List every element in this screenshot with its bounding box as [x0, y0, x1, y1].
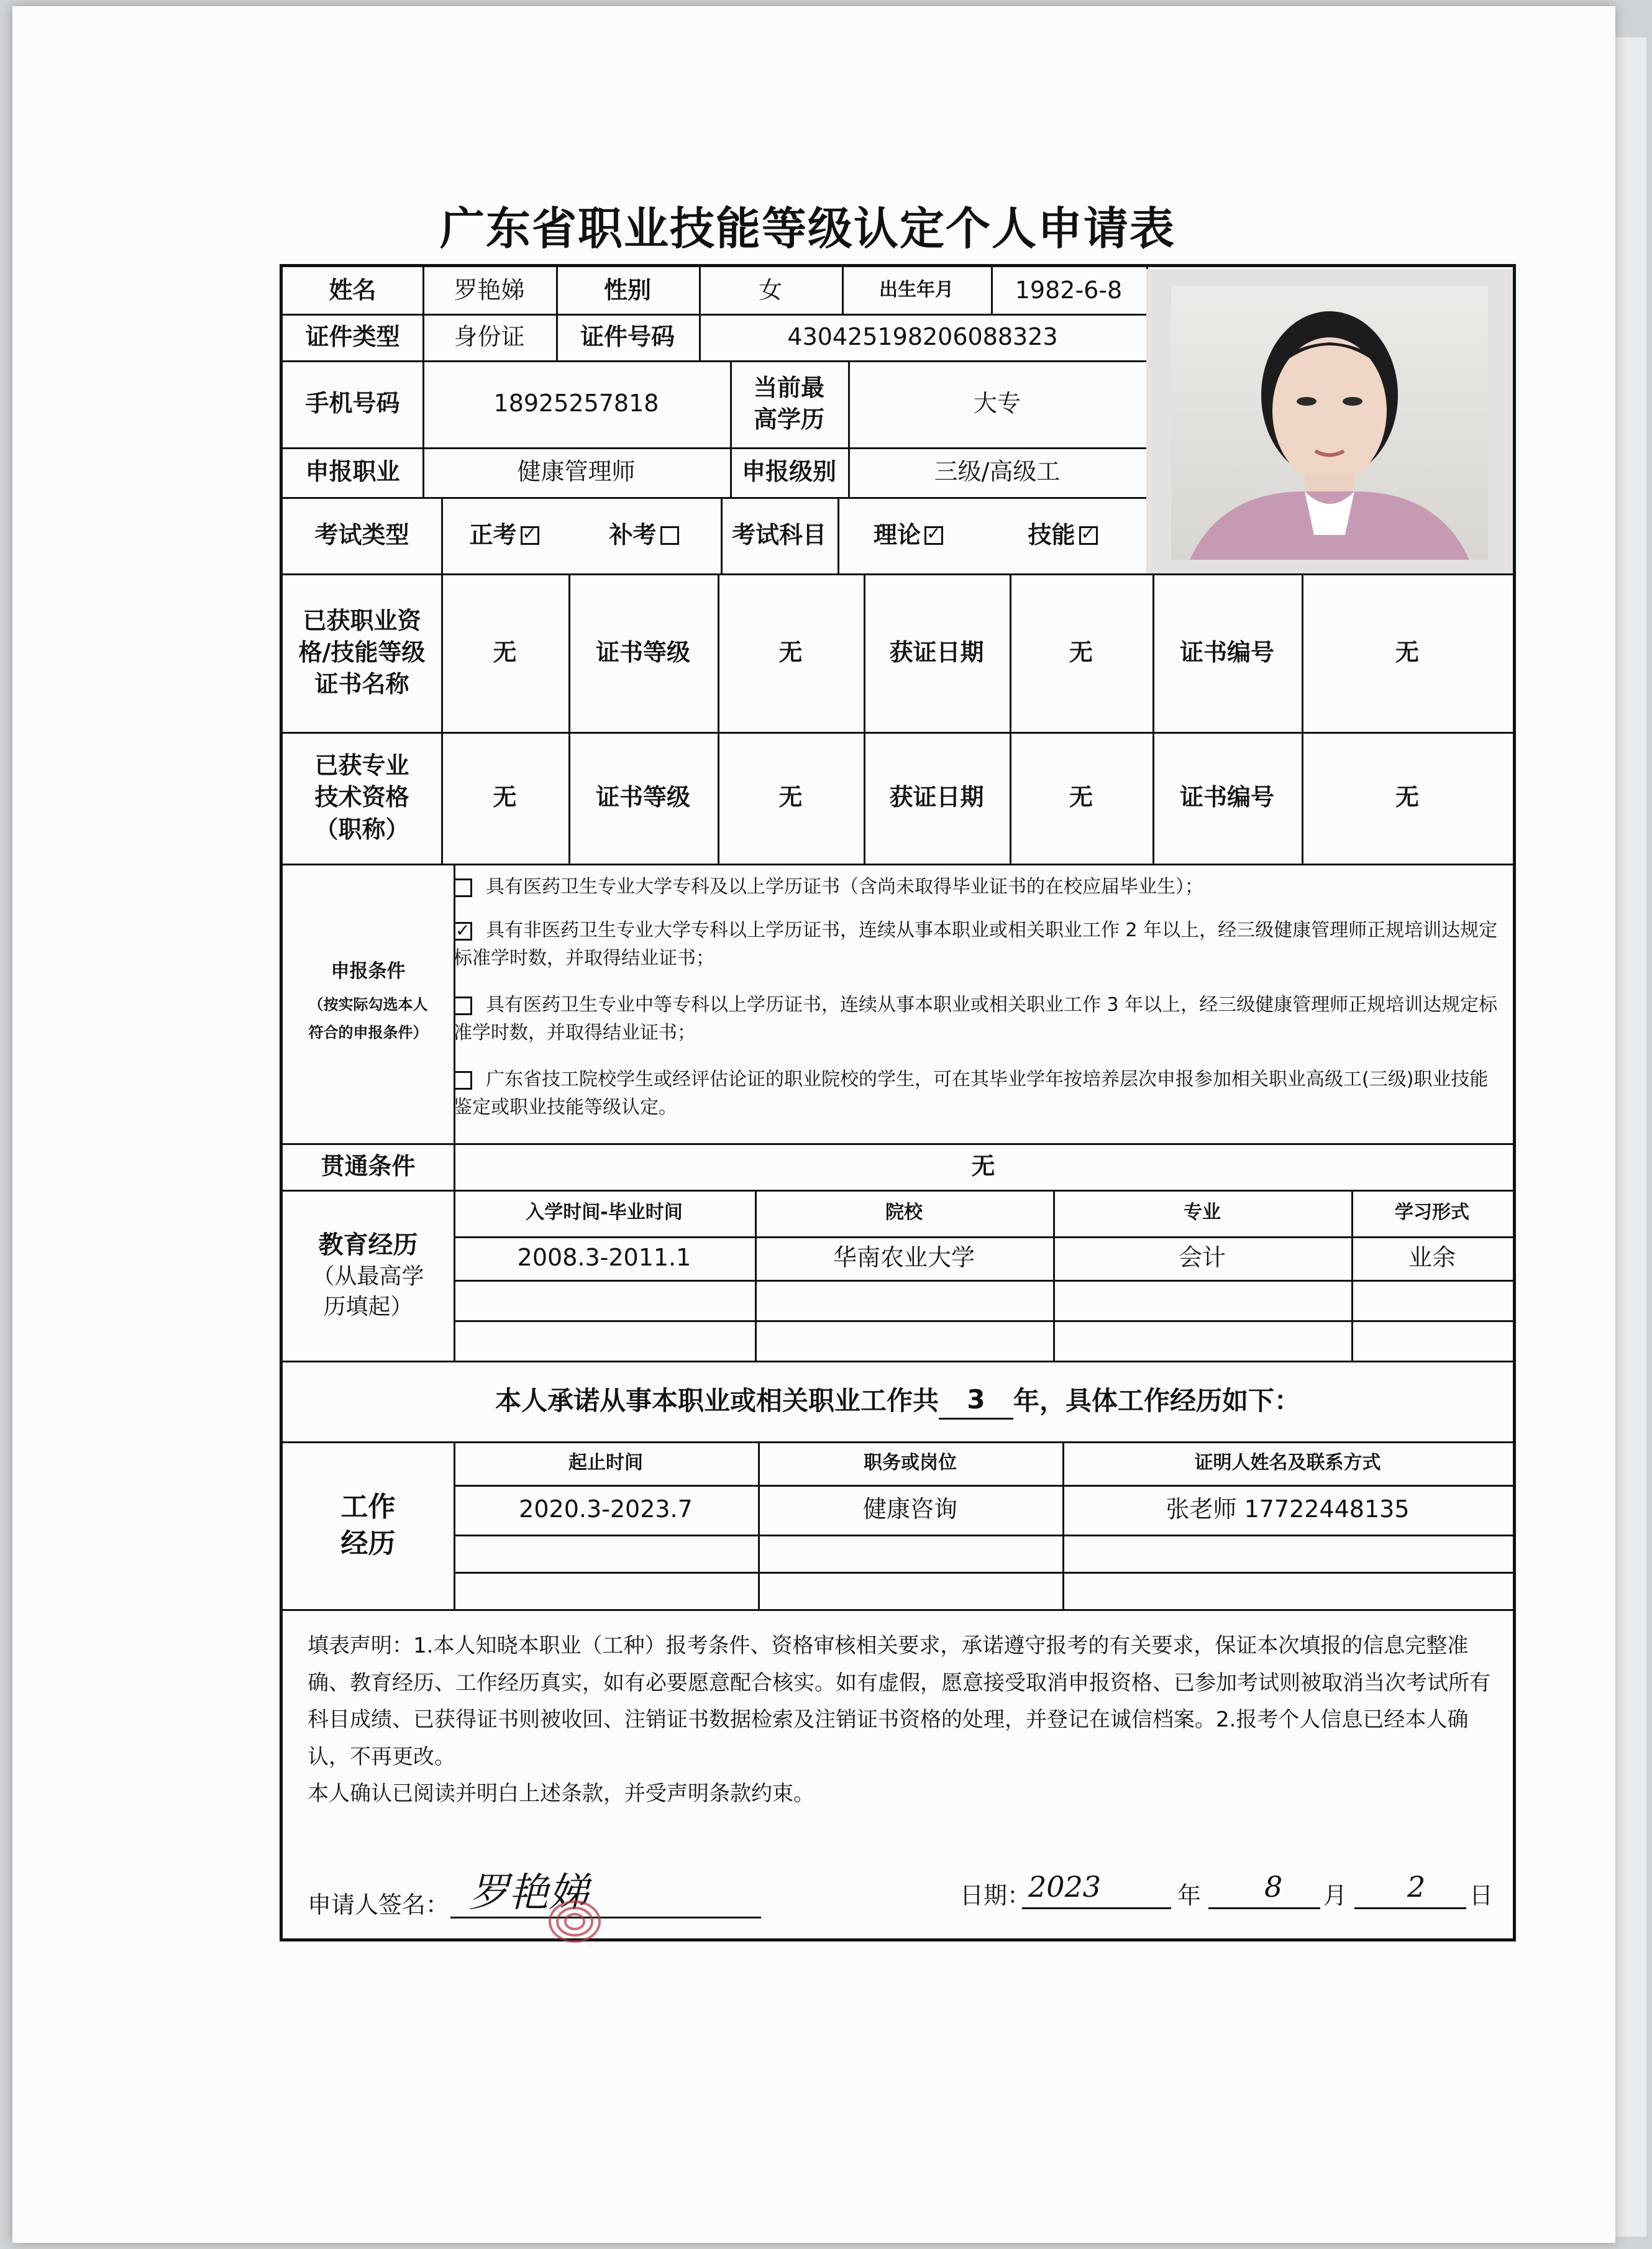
cert2-no: 无	[1395, 783, 1419, 811]
edu-value: 大专	[973, 390, 1021, 417]
edu-row1-school: 华南农业大学	[833, 1244, 975, 1272]
phone-label: 手机号码	[305, 390, 400, 417]
sign-handwriting: 罗艳娣	[469, 1870, 588, 1916]
zhengkao-option[interactable]: 正考 ✓	[441, 497, 581, 573]
declaration-text: 填表声明：1.本人知晓本职业（工种）报考条件、资格审核相关要求，承诺遵守报考的有关要求，保证本次填报的信息完整准确、教育经历、工作经历真实，如有必要愿意配合核实。如有虚假，愿意接受取消申报资格、已参加考试则被取消当次考试所有科目成绩、已获得证书则被收回、注销证书数据检索及注销证书资格的处理，并登记在诚信档案。2.报考个人信息已经本人确认，不再更改。	[308, 1633, 1490, 1769]
work-row1-time: 2020.3-2023.7	[519, 1495, 693, 1523]
condition-checkbox-1[interactable]	[454, 878, 472, 897]
date-label: 日期：	[960, 1882, 1031, 1909]
edu-header-school: 院校	[885, 1202, 923, 1224]
bukao-checkbox[interactable]	[660, 526, 679, 545]
through-value: 无	[971, 1152, 995, 1180]
exam-subject-label: 考试科目	[731, 521, 826, 549]
cert2-no-label: 证书编号	[1179, 783, 1274, 811]
gender-label: 性别	[603, 276, 651, 304]
phone-value: 18925257818	[493, 390, 659, 417]
jineng-option[interactable]: 技能 ✓	[993, 497, 1146, 573]
cert1-date: 无	[1069, 638, 1093, 666]
cert2-value: 无	[493, 783, 517, 811]
declaration	[308, 1628, 1494, 1813]
cert1-date-label: 获证日期	[889, 638, 984, 666]
edu-row1-major: 会计	[1178, 1244, 1226, 1272]
lilun-option[interactable]: 理论 ✓	[837, 497, 993, 573]
gender-value: 女	[758, 276, 782, 304]
work-header-witness: 证明人姓名及联系方式	[1194, 1451, 1381, 1474]
day-unit: 日	[1469, 1882, 1494, 1909]
cert2-date: 无	[1069, 783, 1093, 811]
condition-checkbox-4[interactable]	[454, 1071, 472, 1090]
condition-item-1[interactable]: 具有医药卫生专业大学专科及以上学历证书（含尚未取得毕业证书的在校应届毕业生）；	[454, 873, 1504, 901]
cert1-label: 已获职业资格/技能等级证书名称	[298, 606, 426, 698]
id-type-value: 身份证	[454, 322, 525, 350]
sign-label: 申请人签名：	[308, 1891, 450, 1918]
condition-checkbox-2[interactable]	[454, 922, 472, 941]
id-no-label: 证件号码	[580, 322, 675, 350]
month-unit: 月	[1323, 1882, 1348, 1909]
work-row1-post: 健康咨询	[862, 1495, 957, 1523]
form-title: 广东省职业技能等级认定个人申请表	[439, 202, 1175, 255]
fingerprint-icon	[547, 1898, 603, 1945]
condition-checkbox-3[interactable]	[454, 997, 472, 1015]
declaration-confirm: 本人确认已阅读并明白上述条款，并受声明条款约束。	[308, 1781, 815, 1806]
work-label: 工作经历	[340, 1490, 396, 1559]
application-table	[280, 264, 1516, 1941]
condition-item-2[interactable]: ✓具有非医药卫生专业大学专科以上学历证书，连续从事本职业或相关职业工作 2 年以上，经三级健康管理师正规培训达规定标准学时数，并取得结业证书；	[454, 916, 1504, 972]
work-row1-witness: 张老师 17722448135	[1166, 1495, 1410, 1523]
education-label: 教育经历	[318, 1230, 418, 1259]
conditions-label: 申报条件	[331, 960, 406, 983]
cert1-grade: 无	[778, 638, 803, 666]
portrait-image	[1171, 286, 1488, 560]
conditions-note: （按实际勾选本人符合的申报条件）	[308, 995, 428, 1042]
birth-label: 出生年月	[879, 279, 954, 301]
year-unit: 年	[1177, 1882, 1202, 1909]
edu-row1-form: 业余	[1408, 1244, 1456, 1272]
cert2-grade: 无	[778, 783, 803, 811]
edu-header-time: 入学时间-毕业时间	[526, 1202, 683, 1224]
through-label: 贯通条件	[321, 1152, 416, 1180]
cert1-grade-label: 证书等级	[595, 638, 690, 666]
lilun-checkbox[interactable]	[924, 526, 943, 545]
name-label: 姓名	[329, 276, 376, 304]
bukao-option[interactable]: 补考	[581, 497, 721, 573]
date-month: 8	[1264, 1870, 1283, 1904]
edu-header-form: 学习形式	[1395, 1202, 1469, 1224]
edu-header-major: 专业	[1184, 1202, 1221, 1224]
level-value: 三级/高级工	[934, 458, 1061, 486]
id-no-value: 430425198206088323	[787, 322, 1058, 350]
cert2-label: 已获专业技术资格（职称）	[314, 752, 409, 843]
cert1-value: 无	[493, 638, 517, 666]
edu-label: 当前最高学历	[753, 373, 824, 433]
edu-row1-time: 2008.3-2011.1	[517, 1244, 691, 1272]
exam-type-label: 考试类型	[314, 521, 409, 549]
applicant-photo	[1146, 269, 1513, 573]
zhengkao-checkbox[interactable]	[521, 526, 539, 545]
cert2-grade-label: 证书等级	[595, 783, 690, 811]
education-sublabel: （从最高学历填起）	[312, 1263, 424, 1320]
id-type-label: 证件类型	[305, 322, 400, 350]
pledge-line: 本人承诺从事本职业或相关职业工作共 3 年，具体工作经历如下：	[283, 1361, 1513, 1441]
condition-item-3[interactable]: 具有医药卫生专业中等专科以上学历证书，连续从事本职业或相关职业工作 3 年以上，经三级健康管理师正规培训达规定标准学时数，并取得结业证书；	[454, 994, 1498, 1044]
form-paper	[12, 6, 1615, 2243]
work-header-post: 职务或岗位	[864, 1451, 957, 1474]
work-header-time: 起止时间	[568, 1451, 643, 1474]
cert1-no: 无	[1395, 638, 1419, 666]
pledge-years: 3	[939, 1382, 1013, 1420]
education-label-cell	[283, 1190, 454, 1361]
conditions-label-cell	[283, 864, 454, 1143]
birth-value: 1982-6-8	[1015, 276, 1123, 304]
date-year: 2023	[1028, 1870, 1102, 1904]
condition-item-4[interactable]: 广东省技工院校学生或经评估论证的职业院校的学生，可在其毕业学年按培养层次申报参加相关职业高级工(三级)职业技能鉴定或职业技能等级认定。	[454, 1069, 1489, 1118]
cert1-no-label: 证书编号	[1179, 638, 1274, 666]
cert2-date-label: 获证日期	[889, 783, 984, 811]
job-label: 申报职业	[305, 458, 400, 486]
job-value: 健康管理师	[517, 458, 636, 486]
name-value: 罗艳娣	[454, 276, 525, 304]
level-label: 申报级别	[741, 458, 836, 486]
date-day: 2	[1407, 1870, 1426, 1904]
jineng-checkbox[interactable]	[1079, 526, 1098, 545]
